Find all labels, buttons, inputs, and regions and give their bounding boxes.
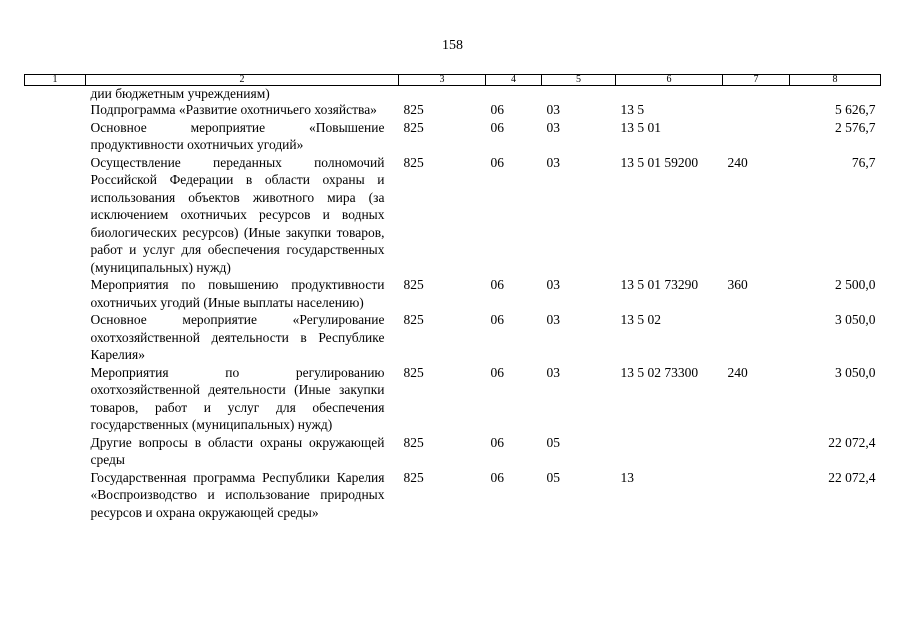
row-section-code	[486, 86, 542, 102]
row-number-cell	[25, 434, 86, 469]
row-number-cell	[25, 101, 86, 119]
row-admin-code: 825	[403, 154, 424, 170]
row-amount: 22 072,4	[828, 469, 876, 485]
row-admin-code: 825	[403, 312, 424, 327]
row-target-code: 13 5 01 73290	[620, 277, 699, 292]
column-header: 4	[486, 75, 542, 86]
row-expense-type	[723, 101, 790, 119]
column-header: 7	[723, 75, 790, 86]
table-row	[25, 469, 881, 522]
row-amount: 2 500,0	[835, 277, 876, 292]
column-header: 2	[86, 75, 399, 86]
row-section-code: 06	[490, 364, 504, 380]
row-subsection-code: 05	[546, 434, 560, 450]
row-name: Мероприятия по регулированию охотхозяйственной деятельности (Иные закупки товаров, работ и услуг для обеспечения государственных (муниципальных) нужд)	[90, 364, 385, 432]
column-header: 3	[399, 75, 486, 86]
row-expense-type	[723, 86, 790, 102]
row-number-cell	[25, 364, 86, 434]
table-row	[25, 154, 881, 277]
column-header: 8	[790, 75, 881, 86]
row-name: Основное мероприятие «Регулирование охотхозяйственной деятельности в Республике Карелия»	[90, 312, 385, 362]
row-number-cell	[25, 276, 86, 311]
row-section-code: 06	[490, 434, 504, 450]
row-admin-code: 825	[403, 434, 424, 450]
row-number-cell	[25, 469, 86, 522]
row-expense-type: 240	[727, 364, 748, 380]
row-name: Мероприятия по повышению продуктивности охотничьих угодий (Иные выплаты населению)	[90, 277, 385, 310]
row-number-cell	[25, 119, 86, 154]
row-amount: 3 050,0	[835, 364, 876, 380]
row-subsection-code: 05	[546, 469, 560, 485]
row-subsection-code: 03	[546, 312, 560, 327]
row-target-code: 13 5	[620, 102, 645, 117]
row-admin-code: 825	[403, 119, 424, 135]
column-header: 5	[542, 75, 616, 86]
row-name: Подпрограмма «Развитие охотничьего хозяйства»	[90, 102, 377, 117]
row-expense-type: 240	[727, 154, 748, 170]
row-name: Другие вопросы в области охраны окружающей среды	[90, 434, 385, 467]
row-subsection-code: 03	[546, 119, 560, 135]
row-target-code: 13 5 02 73300	[620, 364, 699, 380]
page-number: 158	[442, 38, 463, 53]
table-row	[25, 119, 881, 154]
row-admin-code	[399, 86, 486, 102]
column-header: 6	[616, 75, 723, 86]
row-expense-type	[723, 311, 790, 364]
column-header: 1	[25, 75, 86, 86]
row-number-cell	[25, 86, 86, 102]
row-name: Основное мероприятие «Повышение продуктивности охотничьих угодий»	[90, 119, 385, 152]
row-target-code: 13 5 02	[620, 312, 661, 327]
row-subsection-code: 03	[546, 364, 560, 380]
row-number-cell	[25, 154, 86, 277]
row-target-code: 13 5 01 59200	[620, 154, 699, 170]
row-admin-code: 825	[403, 102, 424, 117]
row-name: Государственная программа Республики Карелия «Воспроизводство и использование природных ресурсов и охрана окружающей среды»	[90, 469, 385, 520]
row-admin-code: 825	[403, 364, 424, 380]
row-subsection-code	[542, 86, 616, 102]
row-target-code: 13	[620, 469, 634, 485]
row-section-code: 06	[490, 102, 504, 117]
row-amount: 22 072,4	[828, 434, 876, 450]
row-target-code: 13 5 01	[620, 119, 661, 135]
row-amount: 3 050,0	[835, 312, 876, 327]
row-section-code: 06	[490, 154, 504, 170]
row-section-code: 06	[490, 119, 504, 135]
row-subsection-code: 03	[546, 102, 560, 117]
budget-table	[24, 74, 881, 521]
row-subsection-code: 03	[546, 277, 560, 292]
table-row	[25, 86, 881, 102]
row-amount	[790, 86, 881, 102]
row-amount: 5 626,7	[835, 102, 876, 117]
row-section-code: 06	[490, 277, 504, 292]
table-row	[25, 311, 881, 364]
row-expense-type	[723, 434, 790, 469]
table-row	[25, 364, 881, 434]
row-section-code: 06	[490, 312, 504, 327]
table-row	[25, 101, 881, 119]
row-name: дии бюджетным учреждениям)	[90, 86, 270, 101]
row-name: Осуществление переданных полномочий Российской Федерации в области охраны и использования объектов животного мира (за исключением охотничьих ресурсов и водных биологических ресурсов) (Иные закупки товаров, работ и услуг для обеспечения государственных (муниципальных) нужд)	[90, 154, 385, 275]
row-target-code	[616, 434, 723, 469]
row-number-cell	[25, 311, 86, 364]
row-expense-type: 360	[727, 277, 748, 292]
table-row	[25, 276, 881, 311]
row-admin-code: 825	[403, 469, 424, 485]
row-target-code	[616, 86, 723, 102]
row-admin-code: 825	[403, 277, 424, 292]
row-expense-type	[723, 469, 790, 522]
row-amount: 2 576,7	[835, 119, 876, 135]
table-row	[25, 434, 881, 469]
row-subsection-code: 03	[546, 154, 560, 170]
row-section-code: 06	[490, 469, 504, 485]
table-header-row	[25, 75, 881, 86]
row-expense-type	[723, 119, 790, 154]
row-amount: 76,7	[851, 154, 876, 170]
